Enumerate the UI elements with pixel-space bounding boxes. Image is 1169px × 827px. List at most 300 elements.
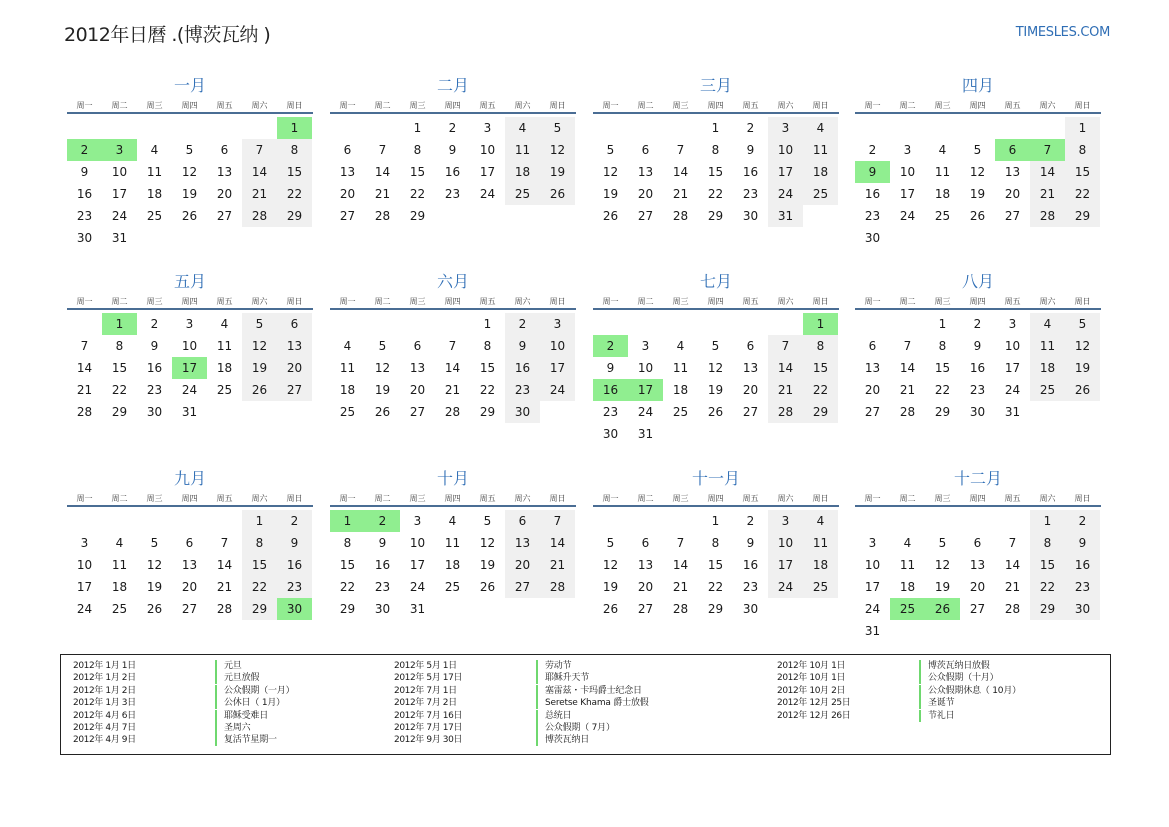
day-cell: 25 (505, 183, 540, 205)
day-cell: 1 (938, 317, 947, 331)
day-cell: 30 (505, 401, 540, 423)
weekday-label: 周二 (111, 494, 128, 503)
day-cell: 11 (803, 139, 838, 161)
holiday-name: 公众假期（十月） (928, 673, 999, 684)
empty-day (505, 205, 540, 227)
day-cell: 27 (216, 209, 233, 223)
month-name: 七月 (699, 272, 732, 291)
weekday-label: 周二 (374, 297, 391, 306)
day-cell: 26 (181, 209, 198, 223)
day-cell: 31 (1004, 405, 1021, 419)
holiday-entry (777, 697, 1021, 709)
day-cell: 13 (864, 361, 881, 375)
weekday-label: 周日 (286, 101, 303, 110)
weekday-label: 周三 (672, 101, 689, 110)
day-cell: 16 (277, 554, 312, 576)
day-cell: 2 (365, 510, 400, 532)
day-cell: 17 (172, 357, 207, 379)
day-cell: 24 (864, 602, 881, 616)
empty-day (925, 227, 960, 249)
holiday-date: 2012年 4月 7日 (73, 722, 136, 733)
week-row (593, 532, 839, 554)
week-row (67, 139, 313, 161)
month-name: 二月 (436, 76, 469, 95)
day-cell: 16 (146, 361, 163, 375)
empty-day (733, 423, 768, 445)
day-cell: 3 (768, 117, 803, 139)
week-row (855, 379, 1101, 401)
day-cell: 27 (1004, 209, 1021, 223)
weekday-label: 周三 (672, 494, 689, 503)
day-cell: 1 (711, 121, 720, 135)
empty-day (663, 423, 698, 445)
empty-day (890, 227, 925, 249)
holiday-name: 元旦 (224, 661, 242, 671)
empty-day (172, 510, 207, 532)
week-row (330, 335, 576, 357)
holiday-entry (777, 710, 1021, 722)
holiday-name: 总统日 (545, 710, 572, 721)
day-cell: 1 (242, 510, 277, 532)
month-block (330, 467, 576, 620)
day-cell: 8 (711, 536, 720, 550)
day-cell: 6 (220, 143, 229, 157)
day-cell: 30 (277, 598, 312, 620)
month-name: 十二月 (953, 469, 1002, 488)
day-cell: 13 (216, 165, 233, 179)
weekday-header (67, 100, 313, 114)
day-cell: 16 (742, 558, 759, 572)
day-cell: 30 (864, 231, 881, 245)
day-cell: 21 (216, 580, 233, 594)
day-cell: 7 (903, 339, 912, 353)
site-link[interactable]: TIMESLES.COM (1015, 25, 1110, 40)
day-cell: 21 (1030, 183, 1065, 205)
day-cell: 14 (672, 558, 689, 572)
day-cell: 1 (711, 514, 720, 528)
holiday-date: 2012年 5月 17日 (394, 673, 463, 684)
holiday-entry (73, 685, 294, 697)
empty-day (995, 227, 1030, 249)
day-cell: 13 (969, 558, 986, 572)
day-cell: 29 (803, 401, 838, 423)
week-row (855, 620, 1101, 642)
day-cell: 9 (746, 536, 755, 550)
holiday-date: 2012年 5月 1日 (394, 661, 457, 671)
day-cell: 1 (413, 121, 422, 135)
day-cell: 19 (707, 383, 724, 397)
day-cell: 17 (76, 580, 93, 594)
month-name: 一月 (173, 76, 206, 95)
weekday-label: 周日 (812, 494, 829, 503)
month-block (593, 270, 839, 445)
empty-day (435, 598, 470, 620)
day-cell: 31 (409, 602, 426, 616)
day-cell: 27 (637, 602, 654, 616)
day-cell: 2 (448, 121, 457, 135)
month-name: 十月 (436, 469, 469, 488)
month-name: 六月 (436, 272, 469, 291)
week-row (330, 205, 576, 227)
week-row (67, 598, 313, 620)
day-cell: 22 (803, 379, 838, 401)
holiday-marker (215, 660, 217, 672)
week-row (330, 161, 576, 183)
week-row (855, 183, 1101, 205)
day-cell: 18 (216, 361, 233, 375)
weekday-label: 周日 (1074, 101, 1091, 110)
day-cell: 29 (1030, 598, 1065, 620)
day-cell: 18 (934, 187, 951, 201)
day-cell: 5 (242, 313, 277, 335)
empty-day (855, 117, 890, 139)
week-row (67, 183, 313, 205)
day-cell: 22 (242, 576, 277, 598)
day-cell: 16 (374, 558, 391, 572)
day-cell: 21 (768, 379, 803, 401)
empty-day (365, 313, 400, 335)
day-cell: 26 (374, 405, 391, 419)
weekday-label: 周三 (409, 101, 426, 110)
week-row (855, 313, 1101, 335)
empty-day (67, 117, 102, 139)
empty-day (768, 313, 803, 335)
empty-day (925, 117, 960, 139)
day-cell: 20 (864, 383, 881, 397)
empty-day (207, 227, 242, 249)
month-name: 八月 (961, 272, 994, 291)
weekday-header (330, 493, 576, 507)
day-cell: 26 (925, 598, 960, 620)
empty-day (698, 423, 733, 445)
week-row (67, 161, 313, 183)
day-cell: 8 (711, 143, 720, 157)
holiday-entry (394, 722, 649, 734)
day-cell: 30 (742, 602, 759, 616)
weekday-label: 周四 (181, 297, 198, 306)
empty-day (242, 117, 277, 139)
day-cell: 6 (277, 313, 312, 335)
day-cell: 10 (637, 361, 654, 375)
empty-day (960, 510, 995, 532)
day-cell: 24 (768, 183, 803, 205)
day-cell: 9 (378, 536, 387, 550)
day-cell: 4 (803, 117, 838, 139)
weekday-label: 周日 (286, 494, 303, 503)
empty-day (277, 401, 312, 423)
empty-day (540, 401, 575, 423)
weekday-label: 周一 (339, 101, 356, 110)
day-cell: 18 (339, 383, 356, 397)
weekday-label: 周三 (146, 494, 163, 503)
day-cell: 13 (742, 361, 759, 375)
day-cell: 16 (864, 187, 881, 201)
week-row (593, 313, 839, 335)
day-cell: 30 (76, 231, 93, 245)
day-cell: 19 (181, 187, 198, 201)
day-cell: 13 (637, 558, 654, 572)
day-cell: 22 (707, 187, 724, 201)
day-cell: 6 (868, 339, 877, 353)
day-cell: 22 (934, 383, 951, 397)
holiday-entry (777, 672, 1021, 684)
month-block (855, 74, 1101, 249)
day-cell: 22 (707, 580, 724, 594)
holiday-marker (536, 660, 538, 672)
day-cell: 21 (672, 580, 689, 594)
day-cell: 4 (938, 143, 947, 157)
day-cell: 29 (707, 209, 724, 223)
day-cell: 1 (277, 117, 312, 139)
weekday-label: 周三 (934, 494, 951, 503)
week-row (330, 313, 576, 335)
day-cell: 13 (637, 165, 654, 179)
weekday-label: 周五 (1004, 297, 1021, 306)
day-cell: 17 (768, 554, 803, 576)
empty-day (995, 117, 1030, 139)
weekday-label: 周四 (444, 297, 461, 306)
day-cell: 2 (746, 514, 755, 528)
day-cell: 7 (242, 139, 277, 161)
weekday-label: 周四 (969, 494, 986, 503)
day-cell: 15 (242, 554, 277, 576)
weekday-label: 周三 (934, 297, 951, 306)
week-row (855, 139, 1101, 161)
week-row (67, 335, 313, 357)
day-cell: 16 (76, 187, 93, 201)
weekday-label: 周一 (602, 101, 619, 110)
day-cell: 31 (181, 405, 198, 419)
empty-day (102, 117, 137, 139)
week-row (67, 554, 313, 576)
weekday-header (593, 296, 839, 310)
day-cell: 9 (746, 143, 755, 157)
month-name: 十一月 (691, 469, 740, 488)
day-cell: 26 (479, 580, 496, 594)
empty-day (207, 401, 242, 423)
holiday-name: 耶稣升天节 (545, 673, 590, 684)
weekday-label: 周六 (251, 297, 268, 306)
month-block (67, 467, 313, 620)
week-row (855, 401, 1101, 423)
holiday-date: 2012年 7月 2日 (394, 698, 457, 709)
day-cell: 23 (742, 580, 759, 594)
holiday-date: 2012年 1月 3日 (73, 698, 136, 709)
empty-day (628, 117, 663, 139)
day-cell: 8 (1065, 139, 1100, 161)
day-cell: 20 (1004, 187, 1021, 201)
month-name: 九月 (173, 469, 206, 488)
day-cell: 13 (339, 165, 356, 179)
day-cell: 15 (111, 361, 128, 375)
holiday-entry (394, 697, 649, 709)
day-cell: 10 (768, 532, 803, 554)
day-cell: 28 (899, 405, 916, 419)
day-cell: 23 (444, 187, 461, 201)
day-cell: 17 (409, 558, 426, 572)
day-cell: 18 (111, 580, 128, 594)
week-row (593, 139, 839, 161)
day-cell: 9 (973, 339, 982, 353)
week-row (330, 532, 576, 554)
day-cell: 6 (641, 143, 650, 157)
weekday-label: 周六 (1039, 297, 1056, 306)
week-row (855, 510, 1101, 532)
holiday-entry (394, 672, 649, 684)
day-cell: 15 (479, 361, 496, 375)
holiday-marker (536, 734, 538, 746)
day-cell: 25 (672, 405, 689, 419)
day-cell: 20 (505, 554, 540, 576)
day-cell: 14 (76, 361, 93, 375)
day-cell: 28 (242, 205, 277, 227)
day-cell: 12 (934, 558, 951, 572)
day-cell: 13 (181, 558, 198, 572)
empty-day (663, 510, 698, 532)
week-row (67, 117, 313, 139)
holiday-date: 2012年 7月 16日 (394, 710, 463, 721)
weekday-header (67, 493, 313, 507)
week-row (330, 357, 576, 379)
empty-day (137, 510, 172, 532)
day-cell: 25 (216, 383, 233, 397)
day-cell: 19 (146, 580, 163, 594)
weekday-label: 周日 (1074, 494, 1091, 503)
day-cell: 23 (1065, 576, 1100, 598)
holiday-date: 2012年 1月 1日 (73, 661, 136, 671)
day-cell: 12 (479, 536, 496, 550)
day-cell: 5 (938, 536, 947, 550)
weekday-label: 周四 (707, 101, 724, 110)
day-cell: 28 (216, 602, 233, 616)
day-cell: 2 (593, 335, 628, 357)
week-row (330, 401, 576, 423)
empty-day (628, 313, 663, 335)
week-row (330, 576, 576, 598)
weekday-label: 周五 (1004, 101, 1021, 110)
day-cell: 18 (803, 161, 838, 183)
day-cell: 9 (80, 165, 89, 179)
month-name: 五月 (173, 272, 206, 291)
holiday-list (60, 654, 1111, 755)
day-cell: 8 (277, 139, 312, 161)
day-cell: 7 (1008, 536, 1017, 550)
holiday-entry (394, 685, 649, 697)
day-cell: 17 (864, 580, 881, 594)
week-row (593, 183, 839, 205)
day-cell: 5 (483, 514, 492, 528)
day-cell: 10 (540, 335, 575, 357)
day-cell: 5 (378, 339, 387, 353)
holiday-marker (215, 672, 217, 684)
empty-day (435, 205, 470, 227)
day-cell: 25 (111, 602, 128, 616)
weekday-label: 周二 (111, 297, 128, 306)
day-cell: 7 (676, 536, 685, 550)
day-cell: 4 (220, 317, 229, 331)
weekday-label: 周三 (146, 101, 163, 110)
day-cell: 2 (973, 317, 982, 331)
week-row (855, 117, 1101, 139)
day-cell: 8 (1030, 532, 1065, 554)
day-cell: 1 (483, 317, 492, 331)
week-row (67, 510, 313, 532)
day-cell: 17 (628, 379, 663, 401)
holiday-marker (536, 722, 538, 734)
day-cell: 7 (448, 339, 457, 353)
weekday-header (593, 100, 839, 114)
week-row (593, 357, 839, 379)
week-row (593, 335, 839, 357)
month-block (67, 74, 313, 249)
day-cell: 25 (890, 598, 925, 620)
day-cell: 8 (803, 335, 838, 357)
empty-day (137, 117, 172, 139)
day-cell: 3 (641, 339, 650, 353)
day-cell: 29 (409, 209, 426, 223)
day-cell: 31 (637, 427, 654, 441)
day-cell: 16 (1065, 554, 1100, 576)
day-cell: 13 (277, 335, 312, 357)
day-cell: 24 (76, 602, 93, 616)
week-row (67, 532, 313, 554)
empty-day (960, 227, 995, 249)
day-cell: 27 (181, 602, 198, 616)
holiday-date: 2012年 4月 6日 (73, 710, 136, 721)
day-cell: 15 (707, 165, 724, 179)
weekday-label: 周五 (479, 494, 496, 503)
weekday-label: 周三 (146, 297, 163, 306)
week-row (593, 510, 839, 532)
day-cell: 2 (1065, 510, 1100, 532)
weekday-label: 周六 (251, 494, 268, 503)
week-row (855, 161, 1101, 183)
week-row (593, 598, 839, 620)
holiday-name: 公休日（ 1月） (224, 698, 285, 709)
day-cell: 5 (711, 339, 720, 353)
weekday-label: 周日 (549, 101, 566, 110)
day-cell: 29 (111, 405, 128, 419)
day-cell: 26 (707, 405, 724, 419)
holiday-marker (919, 660, 921, 672)
weekday-label: 周日 (549, 494, 566, 503)
holiday-marker (215, 734, 217, 746)
day-cell: 21 (672, 187, 689, 201)
weekday-label: 周日 (549, 297, 566, 306)
holiday-name: 圣周六 (224, 722, 251, 733)
day-cell: 7 (540, 510, 575, 532)
day-cell: 7 (1030, 139, 1065, 161)
day-cell: 14 (374, 165, 391, 179)
empty-day (1065, 227, 1100, 249)
day-cell: 18 (146, 187, 163, 201)
day-cell: 20 (637, 187, 654, 201)
week-row (855, 576, 1101, 598)
day-cell: 24 (899, 209, 916, 223)
day-cell: 10 (768, 139, 803, 161)
day-cell: 22 (1030, 576, 1065, 598)
weekday-label: 周五 (742, 297, 759, 306)
day-cell: 21 (540, 554, 575, 576)
holiday-entry (73, 710, 294, 722)
weekday-label: 周六 (514, 494, 531, 503)
empty-day (768, 423, 803, 445)
day-cell: 12 (181, 165, 198, 179)
week-row (67, 227, 313, 249)
week-row (330, 510, 576, 532)
day-cell: 14 (540, 532, 575, 554)
empty-day (995, 620, 1030, 642)
